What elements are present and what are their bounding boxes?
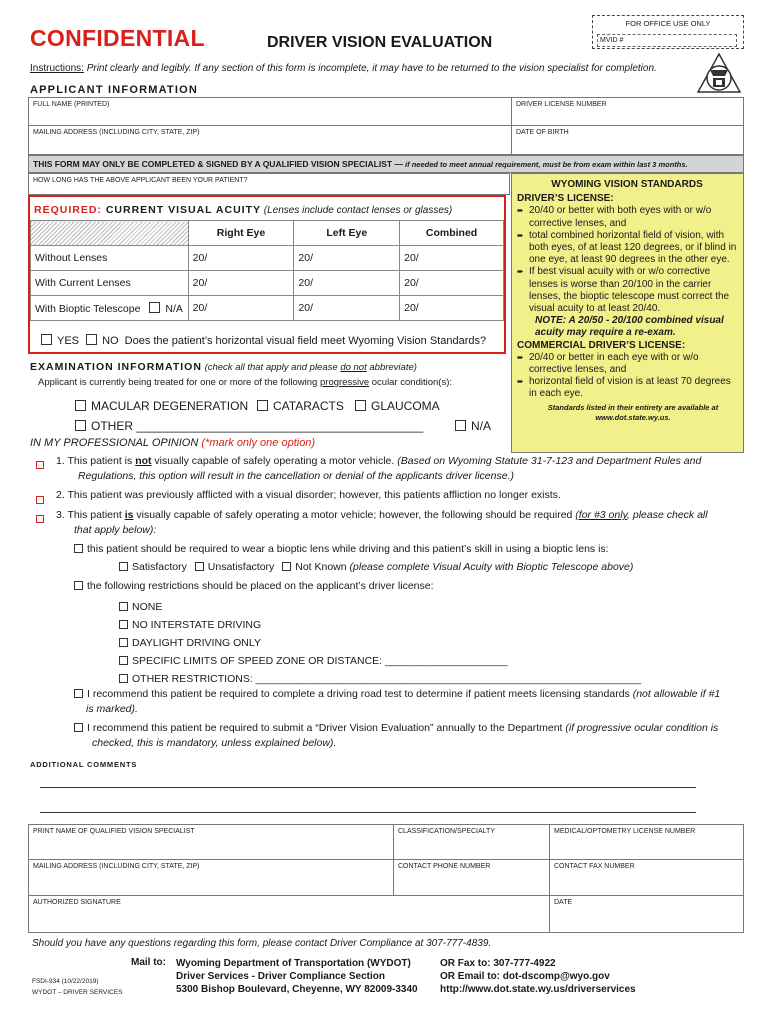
opt3-is: is [124,509,134,521]
acuity-cell[interactable]: 20/ [294,271,400,296]
bioptic-skill-row [119,561,633,573]
opt1-c: (Based on Wyoming Statute 31-7-123 and Department Rules and [397,455,702,467]
cdl-heading: COMMERCIAL DRIVER’S LICENSE: [517,339,686,351]
visual-field-question [41,334,486,347]
option-2-checkbox[interactable] [36,491,44,509]
glaucoma-checkbox[interactable] [355,400,366,411]
restriction-daylight-checkbox[interactable] [119,638,128,647]
medical-license-field[interactable] [549,824,744,860]
standards-title: WYOMING VISION STANDARDS [551,179,703,190]
opt3-c: (for #3 only [575,509,628,521]
no-checkbox[interactable] [86,334,97,345]
exam-note-b: abbreviate) [366,362,417,373]
web-line[interactable]: http://www.dot.state.wy.us/driverservices [440,984,636,995]
contact-alternatives [440,957,636,996]
signature-label: AUTHORIZED SIGNATURE [33,899,121,906]
date-field[interactable] [549,895,744,933]
road-test-line [74,687,746,717]
driver-license-label: DRIVER LICENSE NUMBER [516,101,607,108]
acuity-row-bioptic [31,296,504,321]
form-id: FSDI-934 (10/22/2019) [32,978,99,985]
treated-b: ocular condition(s): [369,377,453,388]
conditions-row [75,399,248,413]
restriction-none-label: NONE [132,601,163,613]
exam-note-a: (check all that apply and please [201,362,341,373]
acuity-row-current-lenses [31,271,504,296]
col-right-eye: Right Eye [188,221,294,246]
dl-item: ➨ total combined horizontal field of vision, with both eyes, of at least 120 degrees, or if blind in one eye, at least 90 degrees in the other eye. [517,230,737,267]
date-label: DATE [554,899,573,906]
opt3-e: that apply below): [74,524,157,536]
restriction-speed-label: SPECIFIC LIMITS OF SPEED ZONE OR DISTANCE: _____________________ [132,655,508,667]
opt3-a: 3. This patient [56,509,125,521]
row-label: With Current Lenses [31,271,189,296]
cdl-item: ➨ horizontal field of vision is at least 70 degrees in each eye. [517,376,737,400]
acuity-cell[interactable]: 20/ [294,296,400,321]
acuity-table [30,220,504,321]
mail-address [176,957,418,996]
specialist-address-field[interactable] [28,859,394,896]
opt1-b: visually capable of safely operating a motor vehicle. [151,455,398,467]
acuity-heading [34,204,452,216]
na-label: N/A [471,419,492,433]
specialist-banner-note: if needed to meet annual requirement, must be from exam within last 3 months. [402,160,688,169]
classification-field[interactable] [393,824,550,860]
mvid-field[interactable] [597,34,737,47]
acuity-cell[interactable]: 20/ [400,296,504,321]
macular-label: MACULAR DEGENERATION [91,399,249,413]
option-2-text: 2. This patient was previously afflicted with a visual disorder; however, this patients affliction no longer exists. [56,489,561,501]
bioptic-na-checkbox[interactable] [149,302,160,313]
acuity-required: REQUIRED: [34,204,102,216]
email-line[interactable]: OR Email to: dot-dscomp@wyo.gov [440,971,610,982]
exam-heading-line [30,357,417,375]
bioptic-line [74,543,609,555]
acuity-cell[interactable]: 20/ [294,246,400,271]
standards-note: NOTE: A 20/50 - 20/100 combined visual acuity may require a re-exam. [535,315,724,339]
annual-line [74,721,746,751]
dl-list [517,205,737,315]
satisfactory-label: Satisfactory [132,561,187,573]
road-test-b: (not allowable if #1 [632,688,721,700]
comments-line-2[interactable] [40,812,696,813]
col-combined: Combined [400,221,504,246]
specialist-banner [28,155,744,173]
other-condition-label: OTHER ___________________________________________ [91,419,424,433]
applicant-heading: APPLICANT INFORMATION [30,84,198,96]
restriction-interstate-checkbox[interactable] [119,620,128,629]
full-name-field[interactable] [28,97,512,126]
col-left-eye: Left Eye [294,221,400,246]
restriction-interstate [119,616,641,634]
restrictions-line [74,580,434,592]
acuity-corner [31,221,189,246]
treated-progressive: progressive [320,377,370,388]
mail-line-2: Driver Services - Driver Compliance Section [176,971,385,982]
mailing-address-field[interactable] [28,125,512,155]
opinion-heading-line [30,437,315,449]
restriction-daylight-label: DAYLIGHT DRIVING ONLY [132,637,261,649]
not-known-checkbox[interactable] [282,562,291,571]
wydot-logo-icon [696,52,742,98]
yes-checkbox[interactable] [41,334,52,345]
unsatisfactory-checkbox[interactable] [195,562,204,571]
annual-a: I recommend this patient be required to submit a “Driver Vision Evaluation” annually to the Department [87,722,566,734]
specialist-address-label: MAILING ADDRESS (INCLUDING CITY, STATE, ZIP) [33,863,200,870]
opt1-a: 1. This patient is [56,455,136,467]
mailing-address-label: MAILING ADDRESS (INCLUDING CITY, STATE, ZIP) [33,129,200,136]
visual-field-question-text: Does the patient’s horizontal visual field meet Wyoming Vision Standards? [124,335,487,347]
driver-license-field[interactable] [511,97,744,126]
restrictions-checkbox[interactable] [74,581,83,590]
restriction-interstate-label: NO INTERSTATE DRIVING [132,619,262,631]
opt3-b: visually capable of safely operating a motor vehicle; however, the following should be required [133,509,576,521]
restrictions-text: the following restrictions should be placed on the applicant’s driver license: [87,580,434,592]
road-test-a: I recommend this patient be required to complete a driving road test to determine if patient meets licensing standards [87,688,633,700]
specialist-name-label: PRINT NAME OF QUALIFIED VISION SPECIALIST [33,828,195,835]
questions-note: Should you have any questions regarding this form, please contact Driver Compliance at 307-777-4839. [32,938,492,949]
not-known-note: (please complete Visual Acuity with Bioptic Telescope above) [346,561,634,573]
annual-b: (if progressive ocular condition is [565,722,719,734]
acuity-section [28,195,506,354]
signature-field[interactable] [28,895,550,933]
option-1-checkbox[interactable] [36,456,44,474]
specialist-name-field[interactable] [28,824,394,860]
na-checkbox[interactable] [455,420,466,431]
bioptic-na-label: N/A [165,302,183,315]
office-use-box [592,15,744,49]
glaucoma-label: GLAUCOMA [371,399,440,413]
specialist-banner-main: THIS FORM MAY ONLY BE COMPLETED & SIGNED BY A QUALIFIED VISION SPECIALIST — [33,159,403,169]
acuity-cell[interactable]: 20/ [188,296,294,321]
dob-label: DATE OF BIRTH [516,129,569,136]
acuity-cell[interactable]: 20/ [400,271,504,296]
mail-line-3: 5300 Bishop Boulevard, Cheyenne, WY 82009-3340 [176,984,418,995]
instructions-label: Instructions: [30,63,84,74]
restriction-daylight [119,634,641,652]
restriction-speed-checkbox[interactable] [119,656,128,665]
acuity-cell[interactable]: 20/ [188,246,294,271]
cdl-list [517,352,737,401]
not-known-label: Not Known [295,561,347,573]
confidential-label: CONFIDENTIAL [30,25,205,51]
dept-label: WYDOT – DRIVER SERVICES [32,989,123,996]
treated-a: Applicant is currently being treated for one or more of the following [38,377,320,388]
road-test-c: is marked). [86,703,138,715]
restrictions-list [119,598,641,688]
no-label: NO [102,335,119,347]
classification-label: CLASSIFICATION/SPECIALTY [398,828,495,835]
option-3-checkbox[interactable] [36,510,44,528]
contact-phone-field[interactable] [393,859,550,896]
dl-heading: DRIVER’S LICENSE: [517,193,614,205]
standards-footer: Standards listed in their entirety are available at www.dot.state.wy.us. [547,402,719,422]
option-1-text [56,454,746,484]
mvid-label: MVID # [600,37,624,44]
contact-phone-label: CONTACT PHONE NUMBER [398,863,491,870]
restriction-other-checkbox[interactable] [119,674,128,683]
road-test-checkbox[interactable] [74,689,83,698]
na-option [455,419,491,433]
annual-checkbox[interactable] [74,723,83,732]
opt1-d: Regulations, this option will result in the cancellation or denial of the applicants driver license.) [78,470,514,482]
cataracts-option [257,399,344,413]
opinion-heading: IN MY PROFESSIONAL OPINION [30,437,199,449]
unsatisfactory-label: Unsatisfactory [207,561,275,573]
dob-field[interactable] [511,125,744,155]
restriction-other [119,670,641,688]
option-3-text [56,508,746,538]
contact-fax-label: CONTACT FAX NUMBER [554,863,635,870]
acuity-note: (Lenses include contact lenses or glasses) [261,205,453,216]
mail-line-1: Wyoming Department of Transportation (WYDOT) [176,958,411,969]
cataracts-checkbox[interactable] [257,400,268,411]
row-label: With Bioptic Telescope [35,302,141,315]
how-long-field[interactable] [28,173,510,195]
opinion-mark: (*mark only one option) [198,437,316,449]
full-name-label: FULL NAME (PRINTED) [33,101,110,108]
glaucoma-option [355,399,440,413]
dl-item: ➨ If best visual acuity with or w/o corrective lenses is worse than 20/100 in the carrier lenses, the bioptic telescope must correct the visual acuity to at least 20/40. [517,266,737,315]
vision-standards-box [511,173,744,453]
other-condition-checkbox[interactable] [75,420,86,431]
acuity-cell[interactable]: 20/ [400,246,504,271]
restriction-none-checkbox[interactable] [119,602,128,611]
opt1-not: not [135,455,152,467]
fax-line: OR Fax to: 307-777-4922 [440,958,556,969]
page-title: DRIVER VISION EVALUATION [267,34,493,51]
opt3-d: , please check all [627,509,708,521]
mail-label: Mail to: [131,957,166,968]
how-long-label: HOW LONG HAS THE ABOVE APPLICANT BEEN YOUR PATIENT? [33,177,248,184]
restriction-speed [119,652,641,670]
cataracts-label: CATARACTS [273,399,344,413]
acuity-title: CURRENT VISUAL ACUITY [101,204,262,216]
exam-heading: EXAMINATION INFORMATION [30,361,202,373]
row-label: Without Lenses [31,246,189,271]
satisfactory-checkbox[interactable] [119,562,128,571]
comments-line-1[interactable] [40,787,696,788]
restriction-other-label: OTHER RESTRICTIONS: __________________________________________________________________ [132,673,642,685]
bioptic-text: this patient should be required to wear a bioptic lens while driving and this patient’s skill in using a bioptic lens is: [87,543,609,555]
treated-line [38,377,452,388]
contact-fax-field[interactable] [549,859,744,896]
macular-checkbox[interactable] [75,400,86,411]
instructions-text: Print clearly and legibly. If any section of this form is incomplete, it may have to be returned to the vision specialist for completion. [83,63,657,74]
restriction-none [119,598,641,616]
annual-c: checked, this is mandatory, unless explained below). [92,737,337,749]
exam-note-do-not: do not [340,362,367,373]
dl-item: ➨ 20/40 or better with both eyes with or w/o corrective lenses, and [517,205,737,229]
cdl-item: ➨ 20/40 or better in each eye with or w/o corrective lenses, and [517,352,737,376]
comments-heading: ADDITIONAL COMMENTS [30,760,138,769]
row-label-bioptic [31,296,189,321]
acuity-row-without-lenses [31,246,504,271]
bioptic-checkbox[interactable] [74,544,83,553]
instructions [30,63,730,74]
office-use-label: FOR OFFICE USE ONLY [625,19,711,28]
acuity-cell[interactable]: 20/ [188,271,294,296]
yes-label: YES [57,335,80,347]
medical-license-label: MEDICAL/OPTOMETRY LICENSE NUMBER [554,828,696,835]
other-option [75,419,423,433]
